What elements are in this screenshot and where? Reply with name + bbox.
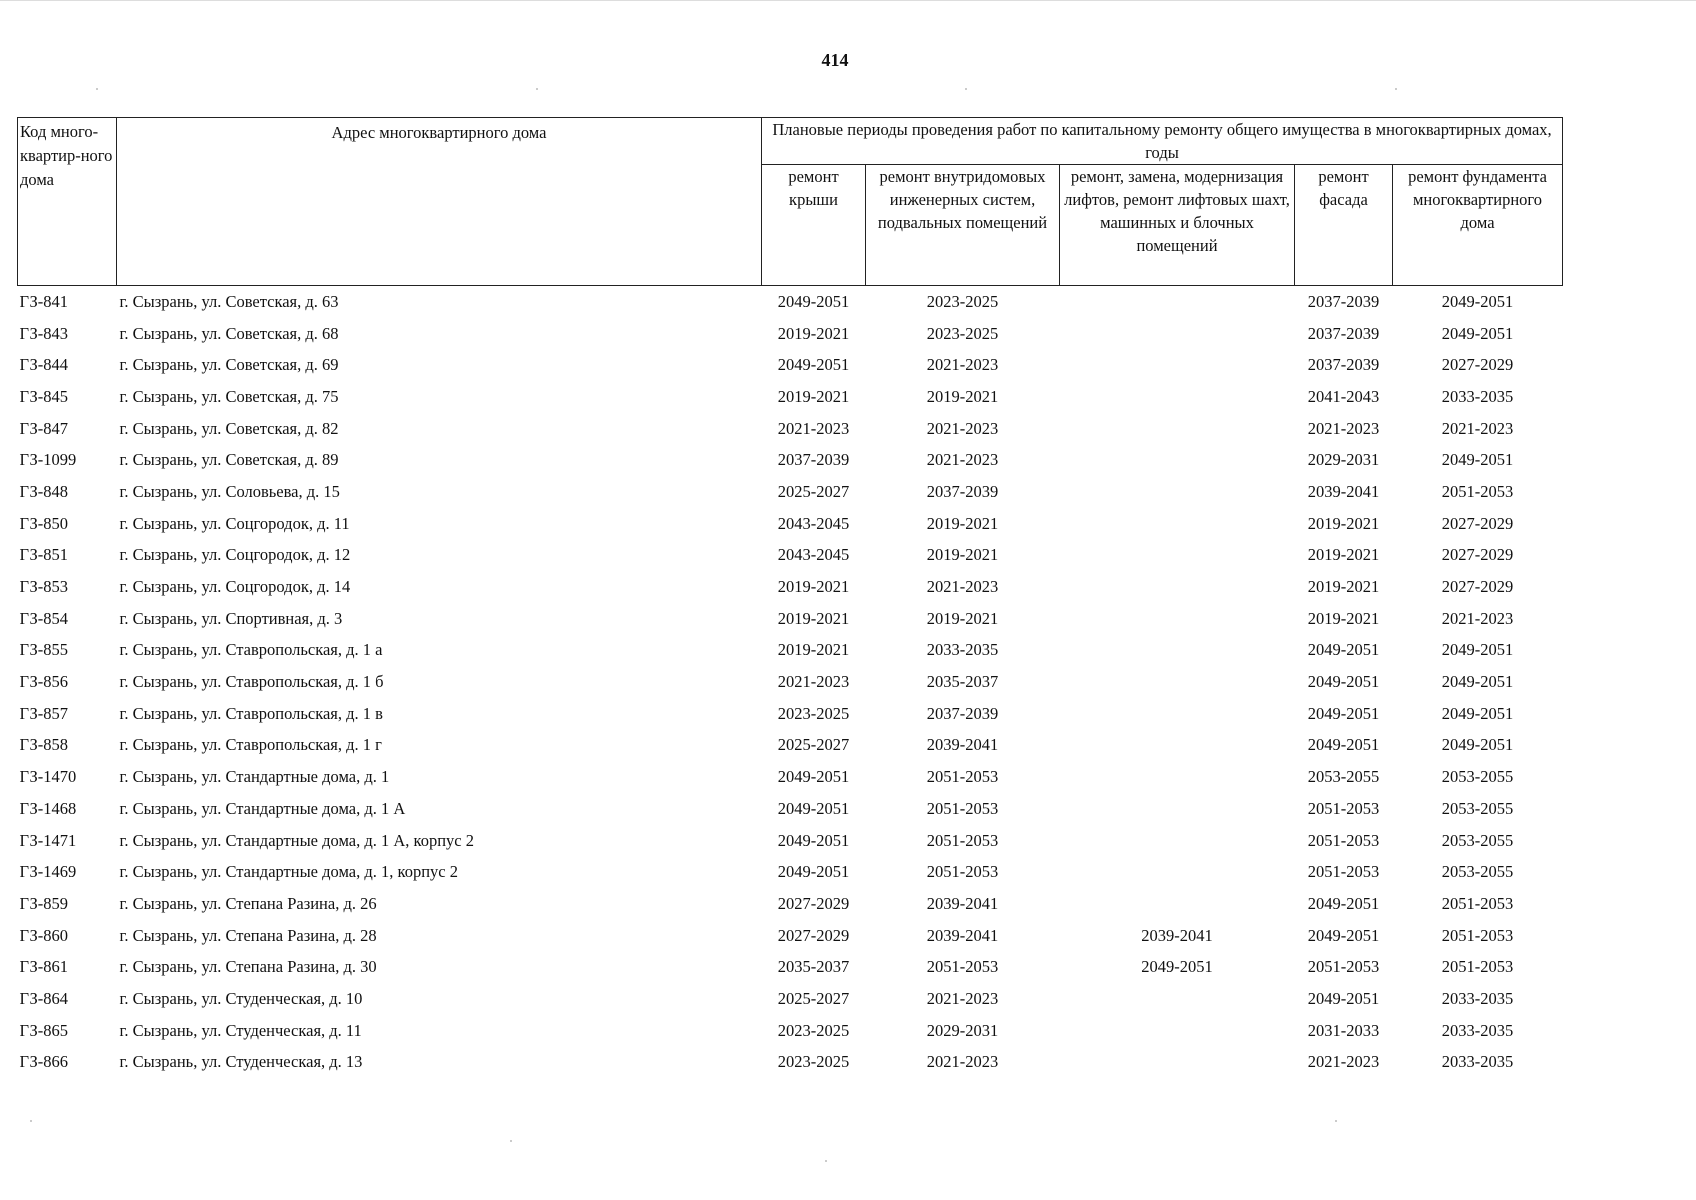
row-foundation-period: 2051-2053 bbox=[1441, 925, 1514, 945]
table-row bbox=[18, 635, 1563, 667]
table-row bbox=[18, 413, 1563, 445]
scan-edge-line bbox=[0, 0, 1696, 1]
row-roof-period: 2027-2029 bbox=[777, 893, 850, 913]
row-facade-period: 2051-2053 bbox=[1307, 830, 1380, 850]
row-address: г. Сызрань, ул. Советская, д. 68 bbox=[119, 323, 339, 343]
row-foundation-period: 2053-2055 bbox=[1441, 830, 1514, 850]
row-systems-period: 2021-2023 bbox=[926, 355, 999, 375]
row-address: г. Сызрань, ул. Советская, д. 63 bbox=[119, 291, 339, 311]
row-address: г. Сызрань, ул. Ставропольская, д. 1 а bbox=[119, 640, 383, 660]
header-address: Адрес многоквартирного дома bbox=[117, 118, 762, 286]
row-code: ГЗ-1468 bbox=[19, 798, 77, 818]
table-row bbox=[18, 1015, 1563, 1047]
row-roof-period: 2019-2021 bbox=[777, 386, 850, 406]
table-row bbox=[18, 825, 1563, 857]
row-lifts-period bbox=[1060, 983, 1295, 1015]
row-systems-period: 2019-2021 bbox=[926, 513, 999, 533]
row-lifts-period: 2049-2051 bbox=[1141, 957, 1213, 977]
row-lifts-period bbox=[1060, 349, 1295, 381]
row-foundation-period: 2051-2053 bbox=[1441, 957, 1514, 977]
scan-speck bbox=[1335, 1120, 1337, 1122]
row-facade-period: 2019-2021 bbox=[1307, 608, 1380, 628]
row-roof-period: 2037-2039 bbox=[777, 450, 850, 470]
row-systems-period: 2021-2023 bbox=[926, 450, 999, 470]
row-lifts-period bbox=[1060, 1015, 1295, 1047]
row-address: г. Сызрань, ул. Студенческая, д. 13 bbox=[119, 1052, 363, 1072]
row-systems-period: 2033-2035 bbox=[926, 640, 999, 660]
row-code: ГЗ-843 bbox=[19, 323, 68, 343]
row-code: ГЗ-865 bbox=[19, 1020, 68, 1040]
row-facade-period: 2019-2021 bbox=[1307, 545, 1380, 565]
row-facade-period: 2019-2021 bbox=[1307, 513, 1380, 533]
scan-speck bbox=[96, 88, 98, 90]
table-row bbox=[18, 508, 1563, 540]
row-foundation-period: 2049-2051 bbox=[1441, 450, 1514, 470]
row-lifts-period bbox=[1060, 286, 1295, 318]
row-address: г. Сызрань, ул. Степана Разина, д. 28 bbox=[119, 925, 377, 945]
row-systems-period: 2051-2053 bbox=[926, 767, 999, 787]
row-address: г. Сызрань, ул. Советская, д. 69 bbox=[119, 355, 339, 375]
row-facade-period: 2041-2043 bbox=[1307, 386, 1380, 406]
row-foundation-period: 2033-2035 bbox=[1441, 1052, 1514, 1072]
row-address: г. Сызрань, ул. Советская, д. 75 bbox=[119, 386, 339, 406]
row-facade-period: 2037-2039 bbox=[1307, 355, 1380, 375]
row-systems-period: 2037-2039 bbox=[926, 703, 999, 723]
row-address: г. Сызрань, ул. Стандартные дома, д. 1 А bbox=[119, 798, 406, 818]
row-facade-period: 2029-2031 bbox=[1307, 450, 1380, 470]
row-facade-period: 2049-2051 bbox=[1307, 988, 1380, 1008]
table-row bbox=[18, 983, 1563, 1015]
row-lifts-period bbox=[1060, 635, 1295, 667]
row-facade-period: 2051-2053 bbox=[1307, 957, 1380, 977]
table-row bbox=[18, 793, 1563, 825]
table-row bbox=[18, 381, 1563, 413]
row-code: ГЗ-859 bbox=[19, 893, 68, 913]
row-facade-period: 2049-2051 bbox=[1307, 703, 1380, 723]
row-address: г. Сызрань, ул. Стандартные дома, д. 1, корпус 2 bbox=[119, 862, 458, 882]
row-systems-period: 2023-2025 bbox=[926, 323, 999, 343]
row-systems-period: 2051-2053 bbox=[926, 830, 999, 850]
header-systems: ремонт внутридомовых инженерных систем, подвальных помещений bbox=[866, 165, 1060, 286]
row-address: г. Сызрань, ул. Советская, д. 82 bbox=[119, 418, 339, 438]
table-row bbox=[18, 286, 1563, 318]
row-code: ГЗ-857 bbox=[19, 703, 68, 723]
table-row bbox=[18, 856, 1563, 888]
row-foundation-period: 2027-2029 bbox=[1441, 513, 1514, 533]
table-row bbox=[18, 571, 1563, 603]
table-row bbox=[18, 730, 1563, 762]
table-row bbox=[18, 476, 1563, 508]
table-row bbox=[18, 951, 1563, 983]
row-facade-period: 2037-2039 bbox=[1307, 291, 1380, 311]
row-facade-period: 2051-2053 bbox=[1307, 862, 1380, 882]
table-row bbox=[18, 318, 1563, 350]
row-facade-period: 2049-2051 bbox=[1307, 640, 1380, 660]
row-systems-period: 2035-2037 bbox=[926, 672, 999, 692]
scan-speck bbox=[536, 88, 538, 90]
table-header bbox=[18, 118, 1563, 286]
page-number: 414 bbox=[821, 50, 849, 70]
header-lifts: ремонт, замена, модернизация лифтов, ремонт лифтовых шахт, машинных и блочных помещений bbox=[1060, 165, 1295, 286]
row-code: ГЗ-847 bbox=[19, 418, 68, 438]
row-lifts-period bbox=[1060, 318, 1295, 350]
row-systems-period: 2051-2053 bbox=[926, 957, 999, 977]
row-code: ГЗ-854 bbox=[19, 608, 68, 628]
row-roof-period: 2021-2023 bbox=[777, 418, 850, 438]
row-foundation-period: 2049-2051 bbox=[1441, 703, 1514, 723]
row-roof-period: 2023-2025 bbox=[777, 1020, 850, 1040]
row-roof-period: 2049-2051 bbox=[777, 830, 850, 850]
header-facade: ремонт фасада bbox=[1295, 165, 1393, 286]
row-lifts-period bbox=[1060, 698, 1295, 730]
row-lifts-period bbox=[1060, 793, 1295, 825]
row-address: г. Сызрань, ул. Стандартные дома, д. 1 А, корпус 2 bbox=[119, 830, 475, 850]
row-systems-period: 2021-2023 bbox=[926, 988, 999, 1008]
row-code: ГЗ-856 bbox=[19, 672, 68, 692]
row-code: ГЗ-858 bbox=[19, 735, 68, 755]
row-code: ГЗ-845 bbox=[19, 386, 68, 406]
row-foundation-period: 2049-2051 bbox=[1441, 291, 1514, 311]
row-lifts-period bbox=[1060, 666, 1295, 698]
row-address: г. Сызрань, ул. Спортивная, д. 3 bbox=[119, 608, 343, 628]
row-roof-period: 2049-2051 bbox=[777, 355, 850, 375]
row-foundation-period: 2051-2053 bbox=[1441, 481, 1514, 501]
row-code: ГЗ-841 bbox=[19, 291, 68, 311]
row-lifts-period bbox=[1060, 856, 1295, 888]
scan-speck bbox=[510, 1140, 512, 1142]
row-facade-period: 2049-2051 bbox=[1307, 672, 1380, 692]
row-address: г. Сызрань, ул. Соцгородок, д. 12 bbox=[119, 545, 351, 565]
row-foundation-period: 2049-2051 bbox=[1441, 640, 1514, 660]
row-systems-period: 2021-2023 bbox=[926, 418, 999, 438]
row-facade-period: 2021-2023 bbox=[1307, 1052, 1380, 1072]
row-foundation-period: 2049-2051 bbox=[1441, 672, 1514, 692]
row-address: г. Сызрань, ул. Ставропольская, д. 1 г bbox=[119, 735, 382, 755]
row-systems-period: 2039-2041 bbox=[926, 735, 999, 755]
table-body bbox=[18, 286, 1563, 1079]
row-address: г. Сызрань, ул. Студенческая, д. 11 bbox=[119, 1020, 362, 1040]
row-systems-period: 2021-2023 bbox=[926, 577, 999, 597]
row-address: г. Сызрань, ул. Студенческая, д. 10 bbox=[119, 988, 363, 1008]
row-code: ГЗ-860 bbox=[19, 925, 68, 945]
row-roof-period: 2023-2025 bbox=[777, 1052, 850, 1072]
row-address: г. Сызрань, ул. Советская, д. 89 bbox=[119, 450, 339, 470]
row-roof-period: 2049-2051 bbox=[777, 862, 850, 882]
scan-speck bbox=[965, 88, 967, 90]
table-row bbox=[18, 888, 1563, 920]
row-foundation-period: 2021-2023 bbox=[1441, 418, 1514, 438]
table-row bbox=[18, 920, 1563, 952]
row-lifts-period bbox=[1060, 444, 1295, 476]
table-row bbox=[18, 444, 1563, 476]
row-foundation-period: 2033-2035 bbox=[1441, 1020, 1514, 1040]
row-roof-period: 2019-2021 bbox=[777, 640, 850, 660]
row-foundation-period: 2049-2051 bbox=[1441, 323, 1514, 343]
row-address: г. Сызрань, ул. Соцгородок, д. 14 bbox=[119, 577, 351, 597]
row-roof-period: 2019-2021 bbox=[777, 608, 850, 628]
table-row bbox=[18, 603, 1563, 635]
row-foundation-period: 2053-2055 bbox=[1441, 767, 1514, 787]
row-code: ГЗ-853 bbox=[19, 577, 68, 597]
row-roof-period: 2023-2025 bbox=[777, 703, 850, 723]
row-roof-period: 2025-2027 bbox=[777, 988, 850, 1008]
row-facade-period: 2019-2021 bbox=[1307, 577, 1380, 597]
row-foundation-period: 2021-2023 bbox=[1441, 608, 1514, 628]
row-lifts-period bbox=[1060, 761, 1295, 793]
row-code: ГЗ-848 bbox=[19, 481, 68, 501]
row-code: ГЗ-864 bbox=[19, 988, 68, 1008]
scan-speck bbox=[30, 1120, 32, 1122]
row-roof-period: 2049-2051 bbox=[777, 798, 850, 818]
row-foundation-period: 2049-2051 bbox=[1441, 735, 1514, 755]
repair-schedule-table bbox=[17, 117, 1563, 1078]
row-roof-period: 2043-2045 bbox=[777, 513, 850, 533]
row-roof-period: 2021-2023 bbox=[777, 672, 850, 692]
table-row bbox=[18, 666, 1563, 698]
table-row bbox=[18, 1047, 1563, 1079]
row-systems-period: 2019-2021 bbox=[926, 608, 999, 628]
row-code: ГЗ-1470 bbox=[19, 767, 77, 787]
row-roof-period: 2043-2045 bbox=[777, 545, 850, 565]
row-foundation-period: 2027-2029 bbox=[1441, 355, 1514, 375]
header-foundation: ремонт фундамента многоквартирного дома bbox=[1393, 165, 1563, 286]
row-systems-period: 2051-2053 bbox=[926, 798, 999, 818]
row-foundation-period: 2053-2055 bbox=[1441, 862, 1514, 882]
row-roof-period: 2025-2027 bbox=[777, 735, 850, 755]
table-row bbox=[18, 540, 1563, 572]
row-code: ГЗ-844 bbox=[19, 355, 68, 375]
row-systems-period: 2019-2021 bbox=[926, 386, 999, 406]
row-facade-period: 2051-2053 bbox=[1307, 798, 1380, 818]
row-code: ГЗ-861 bbox=[19, 957, 68, 977]
row-roof-period: 2049-2051 bbox=[777, 767, 850, 787]
row-systems-period: 2051-2053 bbox=[926, 862, 999, 882]
row-roof-period: 2027-2029 bbox=[777, 925, 850, 945]
row-address: г. Сызрань, ул. Ставропольская, д. 1 б bbox=[119, 672, 384, 692]
header-planned-periods: Плановые периоды проведения работ по капитальному ремонту общего имущества в многоквартирных домах, годы bbox=[762, 118, 1563, 165]
row-facade-period: 2037-2039 bbox=[1307, 323, 1380, 343]
row-lifts-period bbox=[1060, 476, 1295, 508]
row-systems-period: 2039-2041 bbox=[926, 925, 999, 945]
row-address: г. Сызрань, ул. Соловьева, д. 15 bbox=[119, 481, 340, 501]
table-row bbox=[18, 698, 1563, 730]
row-lifts-period bbox=[1060, 381, 1295, 413]
row-systems-period: 2023-2025 bbox=[926, 291, 999, 311]
row-code: ГЗ-851 bbox=[19, 545, 68, 565]
row-roof-period: 2035-2037 bbox=[777, 957, 850, 977]
row-address: г. Сызрань, ул. Степана Разина, д. 30 bbox=[119, 957, 377, 977]
row-facade-period: 2039-2041 bbox=[1307, 481, 1380, 501]
header-code: Код много-квартир-ного дома bbox=[18, 118, 117, 286]
row-address: г. Сызрань, ул. Стандартные дома, д. 1 bbox=[119, 767, 390, 787]
row-roof-period: 2019-2021 bbox=[777, 577, 850, 597]
row-foundation-period: 2027-2029 bbox=[1441, 545, 1514, 565]
row-lifts-period bbox=[1060, 888, 1295, 920]
row-facade-period: 2049-2051 bbox=[1307, 735, 1380, 755]
row-foundation-period: 2027-2029 bbox=[1441, 577, 1514, 597]
table-row bbox=[18, 349, 1563, 381]
row-lifts-period bbox=[1060, 1047, 1295, 1079]
header-roof: ремонт крыши bbox=[762, 165, 866, 286]
row-facade-period: 2053-2055 bbox=[1307, 767, 1380, 787]
row-address: г. Сызрань, ул. Степана Разина, д. 26 bbox=[119, 893, 377, 913]
row-address: г. Сызрань, ул. Ставропольская, д. 1 в bbox=[119, 703, 383, 723]
row-code: ГЗ-850 bbox=[19, 513, 68, 533]
row-lifts-period bbox=[1060, 825, 1295, 857]
row-foundation-period: 2051-2053 bbox=[1441, 893, 1514, 913]
row-code: ГЗ-1469 bbox=[19, 862, 77, 882]
scan-speck bbox=[1395, 88, 1397, 90]
row-roof-period: 2049-2051 bbox=[777, 291, 850, 311]
row-lifts-period bbox=[1060, 508, 1295, 540]
row-facade-period: 2049-2051 bbox=[1307, 925, 1380, 945]
row-systems-period: 2037-2039 bbox=[926, 481, 999, 501]
row-foundation-period: 2053-2055 bbox=[1441, 798, 1514, 818]
row-foundation-period: 2033-2035 bbox=[1441, 386, 1514, 406]
row-systems-period: 2039-2041 bbox=[926, 893, 999, 913]
row-foundation-period: 2033-2035 bbox=[1441, 988, 1514, 1008]
row-facade-period: 2031-2033 bbox=[1307, 1020, 1380, 1040]
row-lifts-period bbox=[1060, 730, 1295, 762]
row-lifts-period: 2039-2041 bbox=[1141, 925, 1213, 945]
row-facade-period: 2021-2023 bbox=[1307, 418, 1380, 438]
row-address: г. Сызрань, ул. Соцгородок, д. 11 bbox=[119, 513, 350, 533]
row-facade-period: 2049-2051 bbox=[1307, 893, 1380, 913]
row-systems-period: 2029-2031 bbox=[926, 1020, 999, 1040]
row-systems-period: 2019-2021 bbox=[926, 545, 999, 565]
row-lifts-period bbox=[1060, 540, 1295, 572]
row-code: ГЗ-855 bbox=[19, 640, 68, 660]
row-roof-period: 2025-2027 bbox=[777, 481, 850, 501]
row-code: ГЗ-1471 bbox=[19, 830, 77, 850]
row-lifts-period bbox=[1060, 571, 1295, 603]
row-code: ГЗ-866 bbox=[19, 1052, 68, 1072]
row-lifts-period bbox=[1060, 413, 1295, 445]
scan-speck bbox=[825, 1160, 827, 1162]
row-lifts-period bbox=[1060, 603, 1295, 635]
row-code: ГЗ-1099 bbox=[19, 450, 77, 470]
table-row bbox=[18, 761, 1563, 793]
row-systems-period: 2021-2023 bbox=[926, 1052, 999, 1072]
row-roof-period: 2019-2021 bbox=[777, 323, 850, 343]
